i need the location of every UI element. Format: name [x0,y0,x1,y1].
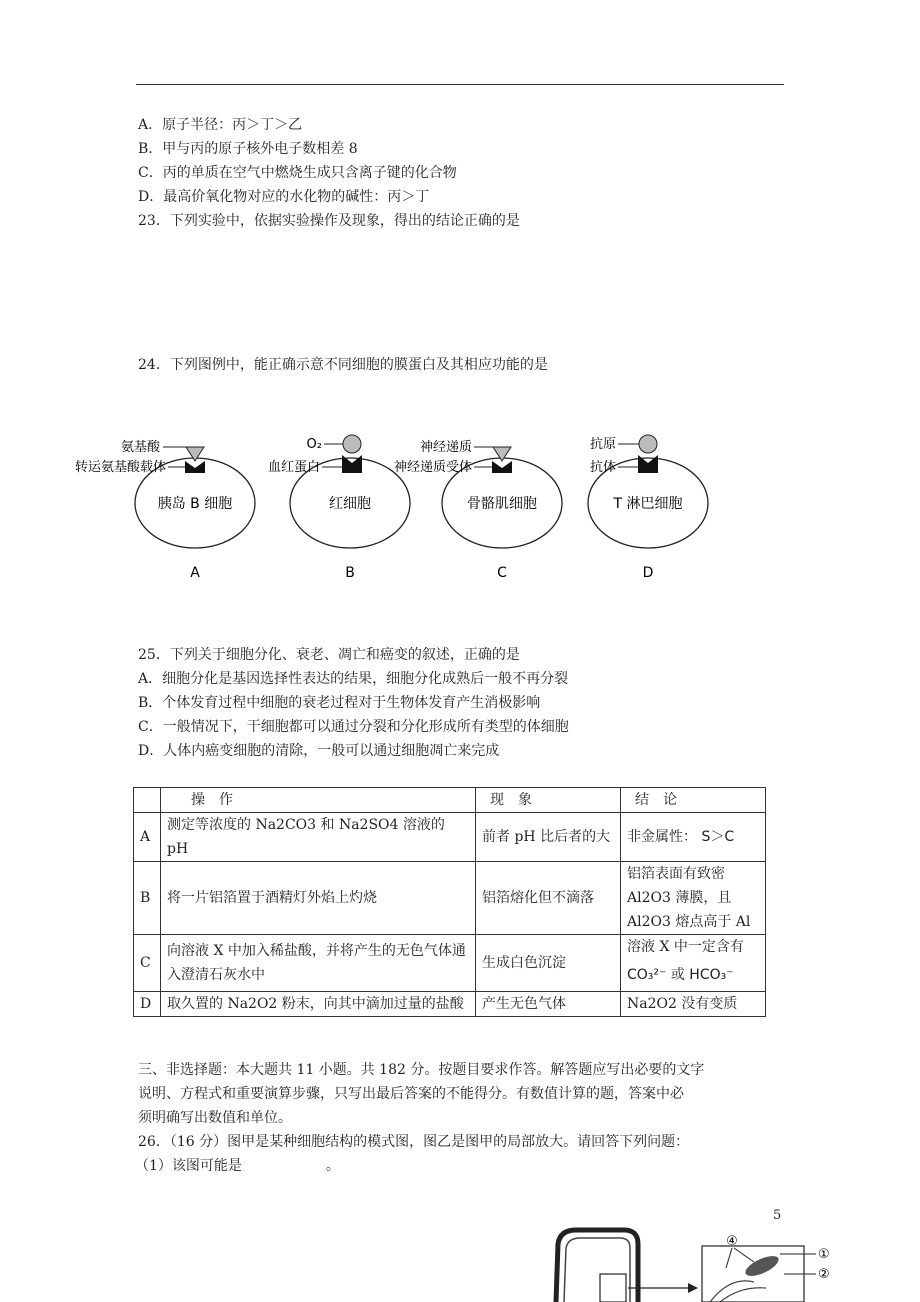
conclusion-text: 非金属性： [627,829,697,845]
row-operation: 将一片铝箔置于酒精灯外焰上灼烧 [161,862,476,935]
row-conclusion: 铝箔表面有致密 Al2O3 薄膜，且 Al2O3 熔点高于 Al [621,862,766,935]
q22-option-b: B．甲与丙的原子核外电子数相差 8 [138,141,358,157]
q22-option-d: D．最高价氧化物对应的水化物的碱性：丙＞丁 [138,189,430,205]
cell-a-group [75,440,255,581]
header-cell-conclusion: 结 论 [621,788,766,813]
row-conclusion: Na2O2 没有变质 [621,992,766,1017]
cell-d-bottom-label: 抗体 [589,460,616,475]
cell-structure-figure [540,1226,840,1302]
table-row [134,935,766,992]
row-operation: 测定等浓度的 Na2CO3 和 Na2SO4 溶液的 pH [161,813,476,862]
cell-c-label: 骨骼肌细胞 [467,496,537,512]
cell-b-letter: B [345,565,355,581]
q26-stem: 26．（16 分）图甲是某种细胞结构的模式图，图乙是图甲的局部放大。请回答下列问题： [138,1134,690,1150]
carrier-protein-a-icon [185,461,205,473]
q25-option-d: D．人体内癌变细胞的清除，一般可以通过细胞凋亡来完成 [138,743,500,759]
cell-b-label: 红细胞 [329,496,371,512]
label-1: ① [818,1247,830,1262]
row-conclusion [621,813,766,862]
row-operation: 向溶液 X 中加入稀盐酸，并将产生的无色气体通入澄清石灰水中 [161,935,476,992]
neurotransmitter-triangle-icon [493,447,511,461]
q22-option-c: C．丙的单质在空气中燃烧生成只含离子键的化合物 [138,165,457,181]
conclusion-formula: S＞C [701,829,735,845]
membrane-protein-diagram [60,425,740,585]
table-header-row [134,788,766,813]
row-id: B [134,862,161,935]
row-phenomenon: 生成白色沉淀 [476,935,621,992]
label-2: ② [818,1267,830,1282]
row-id: D [134,992,161,1017]
table-row [134,862,766,935]
cell-c-bottom-label: 神经递质受体 [393,460,472,475]
cell-d-group [588,435,708,581]
q25-stem: 25．下列关于细胞分化、衰老、凋亡和癌变的叙述，正确的是 [138,647,520,663]
header-rule [136,84,784,85]
row-id: C [134,935,161,992]
cell-a-label: 胰岛 B 细胞 [157,496,233,512]
cell-d-label: T 淋巴细胞 [613,496,683,512]
row-id: A [134,813,161,862]
header-cell-operation: 操 作 [161,788,476,813]
row-phenomenon: 产生无色气体 [476,992,621,1017]
receptor-protein-icon [492,461,512,473]
conclusion-text: 溶液 X 中一定含有 [627,939,744,955]
table-row [134,992,766,1017]
section3-line-3: 须明确写出数值和单位。 [138,1110,292,1126]
antigen-icon [639,435,657,453]
row-phenomenon: 铝箔熔化但不滴落 [476,862,621,935]
cell-b-group [268,435,410,581]
q25-option-c: C．一般情况下，干细胞都可以通过分裂和分化形成所有类型的体细胞 [138,719,569,735]
row-phenomenon: 前者 pH 比后者的大 [476,813,621,862]
q25-option-a: A．细胞分化是基因选择性表达的结果，细胞分化成熟后一般不再分裂 [138,671,569,687]
section3-line-2: 说明、方程式和重要演算步骤，只写出最后答案的不能得分。有数值计算的题，答案中必 [138,1086,684,1102]
chloroplast-shape [743,1252,782,1280]
page-number: 5 [773,1208,782,1223]
cell-c-group [394,439,562,581]
oxygen-molecule-icon [343,435,361,453]
cell-d-top-label: 抗原 [589,437,616,452]
q23-stem: 23．下列实验中，依据实验操作及现象，得出的结论正确的是 [138,213,520,229]
cell-c-top-label: 神经递质 [419,440,472,455]
zoom-box [600,1274,626,1302]
cell-a-top-label: 氨基酸 [120,440,160,455]
q26-sub1: （1）该图可能是 。 [135,1158,340,1174]
q24-stem: 24．下列图例中，能正确示意不同细胞的膜蛋白及其相应功能的是 [138,357,548,373]
q22-option-a: A．原子半径：丙＞丁＞乙 [138,117,303,133]
experiment-table [133,787,766,1017]
cell-c-letter: C [497,565,507,581]
header-cell-phenomenon: 现 象 [476,788,621,813]
cell-b-top-label: O₂ [306,437,322,452]
cell-d-letter: D [642,565,654,581]
label-4: ④ [726,1234,738,1249]
amino-acid-triangle-icon [186,447,204,461]
row-conclusion [621,935,766,992]
conclusion-formula: CO₃²⁻ 或 HCO₃⁻ [627,967,734,983]
header-cell-id [134,788,161,813]
table-row [134,813,766,862]
cell-b-bottom-label: 血红蛋白 [267,460,320,475]
cell-a-letter: A [190,565,200,581]
section3-line-1: 三、非选择题：本大题共 11 小题。共 182 分。按题目要求作答。解答题应写出必要的文字 [138,1062,705,1078]
cell-a-bottom-label: 转运氨基酸载体 [74,460,166,475]
row-operation: 取久置的 Na2O2 粉末，向其中滴加过量的盐酸 [161,992,476,1017]
q25-option-b: B．个体发育过程中细胞的衰老过程对于生物体发育产生消极影响 [138,695,541,711]
